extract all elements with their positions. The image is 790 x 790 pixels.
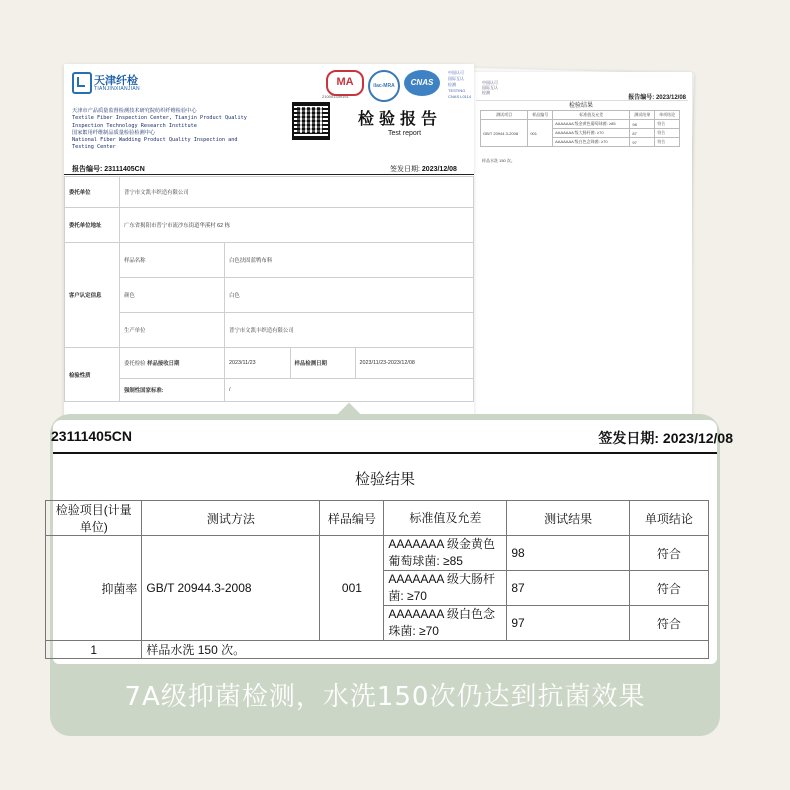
footnote-text: 样品水洗 150 次。 [142, 641, 709, 659]
test-date-label: 样品检测日期 [290, 348, 355, 379]
back-cell-result: 87 [630, 129, 655, 138]
back-header-sample: 样品编号 [528, 111, 553, 120]
back-cell-result: 98 [630, 120, 655, 129]
zoom-report-number: 23111405CN [51, 428, 132, 444]
back-header-verdict: 单项结论 [655, 111, 680, 120]
footnote-number: 1 [46, 641, 142, 659]
color-label: 颜色 [120, 278, 225, 313]
divider [64, 174, 474, 175]
standard-cell: AAAAAAA 级白色念珠菌: ≥70 [384, 606, 507, 641]
caption-banner: 7A级抑菌检测，水洗150次仍达到抗菌效果 [124, 682, 646, 712]
issue-date [390, 164, 457, 174]
header-sample-no: 样品编号 [320, 501, 384, 536]
header-item: 检验项目(计量单位) [46, 501, 142, 536]
sample-name-value: 白色扶固蓝鸭布料 [225, 243, 474, 278]
back-header-result: 测试结果 [630, 111, 655, 120]
cnas-seal-icon: CNAS [404, 70, 440, 96]
back-cell-sample: 001 [528, 120, 553, 147]
nature-cell [120, 348, 225, 379]
verdict-cell: 符合 [629, 571, 708, 606]
verdict-cell: 符合 [629, 536, 708, 571]
standard-label: 强制性国家标准: [120, 379, 225, 402]
cnas-text: 中国认可 国际互认 检测 TESTING CNAS L0114 [448, 70, 472, 99]
back-cell-verdict: 符合 [655, 138, 680, 147]
standard-cell: AAAAAAA 级金黄色葡萄球菌: ≥85 [384, 536, 507, 571]
back-cell-result: 97 [630, 138, 655, 147]
method-cell: GB/T 20944.3-2008 [142, 536, 320, 641]
back-cell-verdict: 符合 [655, 129, 680, 138]
back-sheet-title: 检验结果 [568, 103, 593, 109]
report-info-table [64, 176, 474, 402]
back-cell-std: AAAAAAA 级大肠杆菌: ≥70 [553, 129, 630, 138]
verdict-cell: 符合 [629, 606, 708, 641]
standard-cell: AAAAAAA 级大肠杆菌: ≥70 [384, 571, 507, 606]
back-sheet-header [476, 78, 688, 101]
maker-value: 普宁市文凯丰织造有限公司 [225, 313, 474, 348]
back-sheet-logo: 中国认可 国际互认 检测 [482, 80, 498, 95]
zoom-divider [53, 452, 717, 454]
back-sheet-note: 样品水洗 150 次。 [482, 158, 515, 163]
address-value: 广东省揭阳市普宁市流沙东街道华溪村 62 栋 [120, 208, 474, 243]
footnote-row [46, 641, 709, 659]
back-header-item: 测试项目 [481, 111, 528, 120]
client-value: 普宁市文凯丰织造有限公司 [120, 177, 474, 208]
logo-subtitle: TIANJINXIANJIAN [94, 86, 140, 92]
receive-date-label: 样品接收日期 [147, 361, 180, 367]
back-sheet-table [480, 110, 680, 147]
back-cell-std: AAAAAAA 级金黄色葡萄球菌: ≥85 [553, 120, 630, 129]
ilac-seal-icon: ilac-MRA [368, 70, 400, 102]
nature-value: 委托检验 [124, 361, 146, 367]
cma-number: 210001349191 [322, 94, 349, 99]
table-row [46, 536, 709, 571]
result-cell: 97 [507, 606, 630, 641]
header-standard: 标准值及允差 [384, 501, 507, 536]
back-cell-std: AAAAAAA 级白色念珠菌: ≥70 [553, 138, 630, 147]
customer-info-label: 客户认定信息 [65, 243, 120, 348]
zoom-panel [51, 420, 733, 664]
zoom-issue-date: 签发日期: 2023/12/08 [598, 430, 733, 446]
result-cell: 87 [507, 571, 630, 606]
results-table [45, 500, 709, 659]
back-header-std: 标准值及允差 [553, 111, 630, 120]
header-verdict: 单项结论 [629, 501, 708, 536]
logo-name: 天津纤检 [94, 74, 138, 87]
result-cell: 98 [507, 536, 630, 571]
issue-date-label: 签发日期: [390, 166, 420, 173]
sample-no-cell: 001 [320, 536, 384, 641]
header-result: 测试结果 [507, 501, 630, 536]
header-method: 测试方法 [142, 501, 320, 536]
report-subtitle: Test report [388, 130, 422, 137]
nature-label: 检验性质 [65, 348, 120, 402]
address-label: 委托单位地址 [65, 208, 120, 243]
back-cell-verdict: 符合 [655, 120, 680, 129]
report-page [64, 64, 474, 416]
client-label: 委托单位 [65, 177, 120, 208]
back-cell-method: GB/T 20944.3-2008 [481, 120, 528, 147]
item-cell: 抑菌率 [46, 536, 142, 641]
logo-icon [72, 72, 92, 94]
sample-name-label: 样品名称 [120, 243, 225, 278]
report-number: 报告编号: 23111405CN [72, 166, 145, 173]
maker-label: 生产单位 [120, 313, 225, 348]
cma-seal-icon: MA [326, 70, 364, 96]
standard-value: / [225, 379, 474, 402]
qr-code-icon [292, 102, 330, 140]
report-title: 检验报告 [358, 111, 443, 128]
institution-info: 天津市产品质量监督检测技术研究院纺织纤维检验中心 Textile Fiber Inspection Center, Tianjin Product Quality Inspection Technology Research Institute 国家絮用纤维制品质量检验检测中心 National Fiber Wadding Product Quality Inspection and Testing Center [72, 108, 247, 151]
issue-date-value: 2023/12/08 [421, 166, 457, 173]
receive-date-value: 2023/11/23 [225, 348, 291, 379]
zoom-results-title: 检验结果 [354, 471, 415, 488]
back-sheet-report-no: 报告编号: 2023/12/08 [628, 95, 686, 101]
test-date-value: 2023/11/23-2023/12/08 [355, 348, 473, 379]
color-value: 白色 [225, 278, 474, 313]
back-sheet [470, 72, 692, 417]
